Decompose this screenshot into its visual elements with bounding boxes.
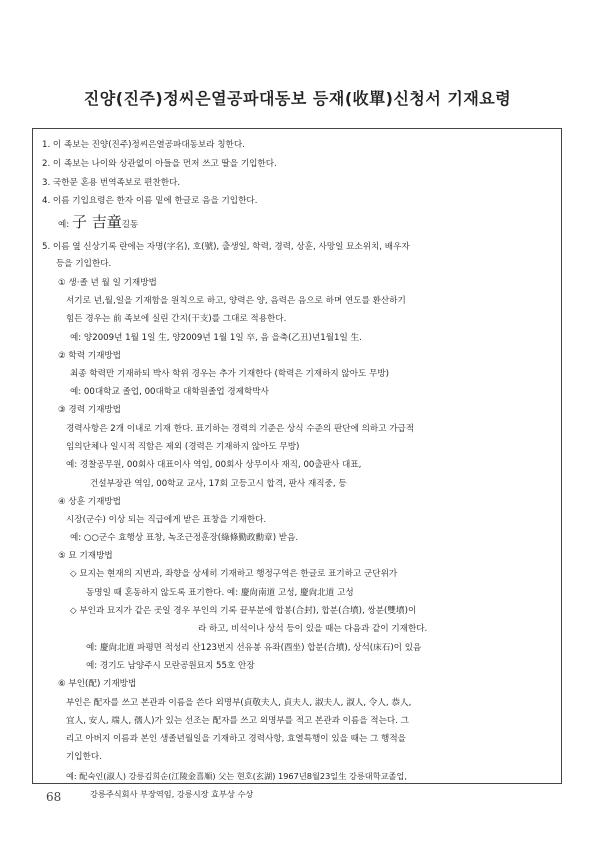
rule-3: 3. 국한문 혼용 번역족보로 편찬한다. [42,178,181,188]
rule-2: 2. 이 족보는 나이와 상관없이 아들을 먼저 쓰고 딸을 기입한다. [42,159,277,169]
section-spouse-example: 강릉주식회사 부장역임, 강릉시장 효부상 수상 [90,789,254,799]
section-awards-text: 시장(군수) 이상 되는 직급에게 받은 표창을 기재한다. [66,515,267,525]
section-spouse-heading: ⑥ 부인(配) 기재방법 [58,679,137,689]
section-career-text: 경력사항은 2개 이내로 기재 한다. 표기하는 경력의 기준은 상식 수준의 판단에 의하고 가급적 [66,424,415,434]
section-education-heading: ② 학력 기재방법 [58,351,121,361]
section-education-example: 예: 00대학교 졸업, 00대학교 대학원졸업 경제학박사 [70,387,269,397]
section-spouse-text: 宜人, 安人, 端人, 孺人)가 있는 선조는 配자를 쓰고 외명부를 적고 본관과 이름을 적는다. 그 [66,716,409,726]
name-example [58,213,138,234]
section-birth-death-heading: ① 생·졸 년 월 일 기재방법 [58,278,157,288]
page-number: 68 [46,790,62,804]
rule-5-cont: 등을 기입한다. [56,259,112,269]
section-spouse-text: 기입한다. [66,752,102,762]
section-birth-death-example: 예: 양2009년 1월 1일 生, 양2009년 1월 1일 卒, 음 을축(乙丑)년1월1일 生. [70,333,362,343]
document-title: 진양(진주)정씨은열공파대동보 등재(收單)신청서 기재요령 [83,89,512,108]
section-career-text: 임의단체나 일시적 직함은 제외 (경력은 기재하지 않아도 무방) [66,442,300,452]
example-hanja-name: 子 吉童 [71,213,122,231]
section-career-heading: ③ 경력 기재방법 [58,405,121,415]
section-birth-death-text: 힘든 경우는 前 족보에 실린 간지(干支)를 그대로 적용한다. [66,314,287,324]
example-prefix: 예: [58,220,70,230]
section-grave-example: 예: 慶尙北道 파평면 적성리 산123번지 선유봉 유좌(酉坐) 합분(合墳), 상석(床石)이 있음 [86,643,422,653]
section-grave-bullet: ◇ 묘지는 현재의 지번과, 좌향을 상세히 기재하고 행정구역은 한글로 표기하고 군단위가 [70,569,398,579]
rule-4: 4. 이름 기입요령은 한자 이름 밑에 한글로 음을 기입한다. [42,196,258,206]
section-career-example: 예: 경찰공무원, 00회사 대표이사 역임, 00회사 상무이사 재직, 00출판사 대표, [66,460,362,470]
rule-1: 1. 이 족보는 진양(진주)정씨은열공파대동보라 칭한다. [42,140,245,150]
section-spouse-text: 부인은 配자를 쓰고 본관과 이름을 쓴다 외명부(貞敬夫人, 貞夫人, 淑夫人, 淑人, 令人, 恭人, [66,698,412,708]
section-grave-heading: ⑤ 묘 기재방법 [58,551,113,561]
section-spouse-text: 리고 아버지 이름과 본인 생졸년월일을 기재하고 경력사항, 효열특행이 있을 때는 그 행적을 [66,734,406,744]
section-education-text: 최종 학력만 기재하되 박사 학위 경우는 추가 기재한다 (학력은 기재하지 않아도 무방) [70,369,390,379]
section-birth-death-text: 서기로 년,월,일을 기재함을 원칙으로 하고, 양력은 양, 음력은 음으로 하며 연도를 환산하기 [66,296,406,306]
section-awards-example: 예: ○○군수 효행상 표창, 녹조근정훈장(綠條勤政勳章) 받음. [70,533,299,543]
section-spouse-example: 예: 配숙인(淑人) 강릉김희순(江陵金喜順) 父는 현호(玄湖) 1967년8월23일生 강릉대학교졸업, [66,771,407,781]
section-grave-example: 예: 경기도 남양주시 모란공원묘지 55호 안장 [86,661,255,671]
rule-5: 5. 이름 옆 신상기록 란에는 자명(字名), 호(號), 출생일, 학력, 경력, 상훈, 사망일 묘소위치, 배우자 [42,242,410,252]
section-career-example: 건설부장관 역임, 00학교 교사, 17회 고등고시 합격, 판사 재직중, 등 [90,479,347,489]
section-grave-bullet-cont: 동명일 때 혼동하지 않도록 표기한다. 예: 慶尙南道 고성, 慶尙北道 고성 [86,588,354,598]
section-awards-heading: ④ 상훈 기재방법 [58,497,121,507]
example-hangul-reading: 길동 [121,220,139,230]
section-grave-bullet-cont: 라 하고, 비석이나 상석 등이 있을 때는 다음과 같이 기재한다. [198,624,428,634]
section-grave-bullet: ◇ 부인과 묘지가 같은 곳일 경우 부인의 기록 끝부분에 합봉(合封), 합분(合墳), 쌍분(雙墳)이 [70,606,417,616]
